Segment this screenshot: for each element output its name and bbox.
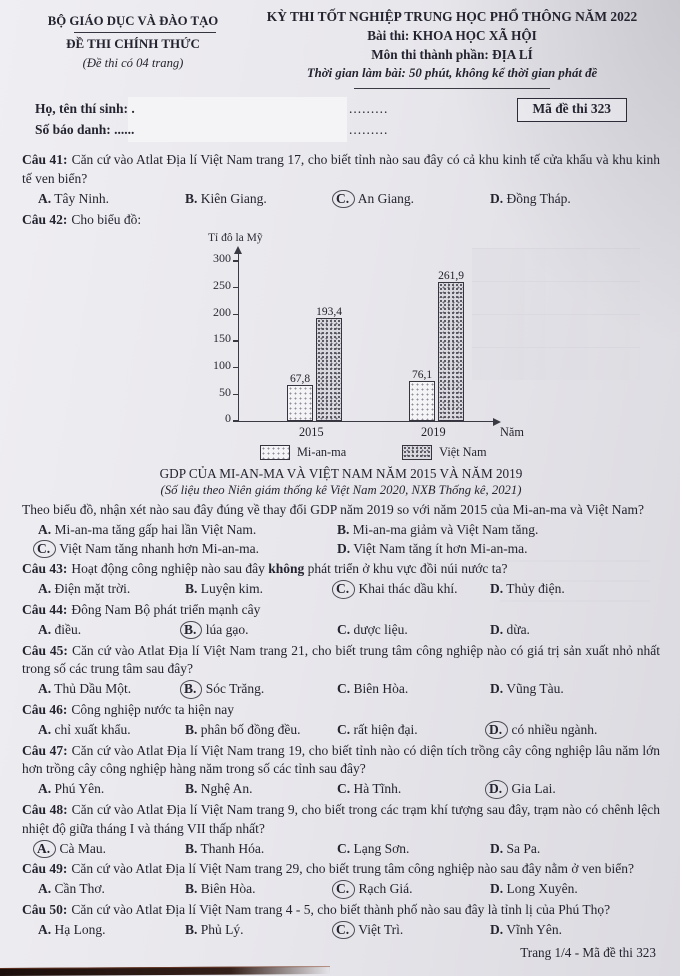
option-c[interactable] — [337, 780, 490, 799]
option-b[interactable] — [185, 580, 337, 599]
option-d[interactable] — [490, 190, 660, 209]
header-left-block — [22, 8, 244, 89]
answer-circle-mark: C. — [332, 880, 355, 899]
chart-x-axis-labels — [238, 422, 524, 440]
option-b[interactable] — [185, 880, 337, 899]
option-text: Thủ Dầu Một. — [54, 681, 132, 697]
question-number: Câu 41: — [22, 152, 68, 168]
option-b[interactable] — [185, 621, 337, 640]
answer-circle-mark: D. — [485, 721, 508, 740]
bar-value-label: 261,9 — [438, 269, 464, 282]
photo-edge-artifact — [0, 966, 330, 976]
question-number: Câu 49: — [22, 861, 68, 877]
option-letter: B. — [185, 721, 198, 737]
bleedthrough-artifact — [472, 248, 640, 380]
question-number: Câu 47: — [22, 742, 68, 758]
options-row — [22, 521, 660, 559]
option-text: phân bố đồng đều. — [200, 721, 301, 737]
option-text: Sa Pa. — [506, 840, 541, 856]
y-tick — [233, 314, 238, 315]
option-b[interactable] — [185, 840, 337, 859]
exam-subject: Bài thi: KHOA HỌC XÃ HỘI — [367, 27, 537, 43]
question-text — [22, 211, 660, 230]
option-c[interactable] — [337, 680, 490, 699]
option-text: dược liệu. — [353, 621, 408, 637]
option-letter: A. — [38, 921, 52, 937]
option-letter: C. — [337, 781, 351, 797]
question-text — [22, 901, 660, 920]
option-text: Long Xuyên. — [506, 881, 578, 897]
option-d[interactable] — [490, 840, 660, 859]
option-a[interactable] — [38, 880, 185, 899]
option-letter: A. — [38, 581, 52, 597]
option-letter: A. — [38, 621, 52, 637]
bar-value-label: 193,4 — [316, 306, 342, 319]
question-number: Câu 46: — [22, 701, 68, 717]
option-letter: A. — [38, 190, 52, 206]
option-letter: A. — [38, 521, 52, 537]
question-number: Câu 50: — [22, 901, 68, 917]
option-a[interactable] — [38, 780, 185, 799]
exam-title: KỲ THI TỐT NGHIỆP TRUNG HỌC PHỔ THÔNG NĂM 2022 — [266, 9, 638, 24]
question-body: Theo biểu đồ, nhận xét nào sau đây đúng về thay đổi GDP năm 2019 so với năm 2015 của Mi-an-ma và Việt Nam? — [22, 501, 644, 517]
bar-group-2019 — [409, 269, 464, 422]
option-text: dừa. — [506, 621, 530, 637]
option-d[interactable] — [490, 621, 660, 640]
chart-title: GDP CỦA MI-AN-MA VÀ VIỆT NAM NĂM 2015 VÀ NĂM 2019 — [159, 465, 523, 481]
answer-circle-mark: B. — [180, 621, 202, 640]
options-row — [22, 721, 660, 740]
option-letter: C. — [337, 721, 351, 737]
x-tick-label-2015: 2015 — [299, 425, 324, 440]
header-rule — [354, 88, 550, 89]
option-text: Việt Nam tăng ít hơn Mi-an-ma. — [353, 540, 528, 556]
option-text: Đồng Tháp. — [506, 190, 571, 206]
option-letter: C. — [337, 840, 351, 856]
bar-mi-an-ma-2015 — [287, 373, 313, 421]
legend-swatch-viet-nam — [402, 445, 432, 460]
y-tick-label: 150 — [213, 331, 231, 346]
option-letter: B. — [185, 881, 198, 897]
bar-viet-nam-2019 — [438, 269, 464, 422]
option-letter: B. — [185, 921, 198, 937]
exam-code-box: Mã đề thi 323 — [517, 98, 627, 122]
question-bold-word: không — [268, 561, 305, 577]
question-text — [22, 151, 660, 189]
question-text — [22, 642, 660, 680]
option-b[interactable] — [185, 780, 337, 799]
option-c[interactable] — [337, 190, 490, 209]
option-text: Mi-an-ma tăng gấp hai lần Việt Nam. — [54, 521, 257, 537]
option-a[interactable] — [38, 721, 185, 740]
option-text: Luyện kim. — [200, 581, 264, 597]
option-letter: C. — [337, 681, 351, 697]
legend-swatch-mi-an-ma — [260, 445, 290, 460]
option-text: Thủy điện. — [506, 581, 565, 597]
option-d[interactable] — [490, 680, 660, 699]
option-b[interactable] — [185, 190, 337, 209]
option-c[interactable] — [337, 621, 490, 640]
question-body: Căn cứ vào Atlat Địa lí Việt Nam trang 19, cho biết tỉnh nào có diện tích trồng cây công nghiệp lâu năm lớn hơn trồng cây công nghiệp hàng năm trong số các tỉnh sau đây? — [22, 742, 660, 777]
option-letter: B. — [337, 521, 350, 537]
option-text: Cà Mau. — [59, 840, 106, 856]
options-row — [22, 680, 660, 699]
y-tick — [233, 367, 238, 368]
answer-circle-mark: C. — [332, 580, 355, 599]
y-tick — [233, 287, 238, 288]
answer-circle-mark: C. — [332, 190, 355, 209]
question-text — [22, 860, 660, 879]
legend-item-viet-nam — [402, 443, 486, 462]
question-text — [22, 701, 660, 720]
option-d[interactable] — [490, 921, 660, 940]
option-letter: C. — [337, 621, 351, 637]
option-b[interactable] — [337, 521, 660, 540]
question-number: Câu 42: — [22, 211, 68, 227]
option-c[interactable] — [337, 921, 490, 940]
option-text: Kiên Giang. — [200, 190, 267, 206]
question-body: Đông Nam Bộ phát triển mạnh cây — [71, 601, 261, 617]
exam-type-label: ĐỀ THI CHÍNH THỨC — [66, 35, 200, 51]
answer-circle-mark: D. — [485, 780, 508, 799]
option-letter: B. — [185, 840, 198, 856]
exam-header — [22, 8, 660, 89]
page-footer: Trang 1/4 - Mã đề thi 323 — [520, 945, 656, 961]
y-tick — [233, 340, 238, 341]
question-body: Căn cứ vào Atlat Địa lí Việt Nam trang 9, cho biết trong các trạm khí tượng sau đây, trạm nào có chênh lệch nhiệt độ giữa tháng I và tháng VII thấp nhất? — [22, 801, 660, 836]
option-letter: A. — [38, 781, 52, 797]
bar-value-label: 76,1 — [411, 368, 433, 381]
question-text — [22, 801, 660, 839]
option-a[interactable] — [38, 521, 337, 540]
option-letter: D. — [490, 881, 504, 897]
option-c[interactable] — [38, 540, 337, 559]
y-tick-label: 200 — [213, 304, 231, 319]
option-letter: D. — [490, 621, 504, 637]
option-text: Tây Ninh. — [54, 190, 110, 206]
candidate-id-dots: ......... — [349, 122, 389, 138]
question-body: Căn cứ vào Atlat Địa lí Việt Nam trang 21, cho biết trung tâm công nghiệp nào có giá trị sản xuất nhỏ nhất trong số các trung tâm sau đây? — [22, 642, 660, 677]
answer-circle-mark: C. — [33, 540, 56, 559]
option-text: Mi-an-ma giảm và Việt Nam tăng. — [352, 521, 539, 537]
option-text: Sóc Trăng. — [205, 681, 265, 697]
option-a[interactable] — [38, 921, 185, 940]
question-body: Công nghiệp nước ta hiện nay — [71, 701, 234, 717]
options-row — [22, 921, 660, 940]
option-letter: B. — [185, 581, 198, 597]
chart-plot-area — [213, 251, 495, 426]
option-d[interactable] — [337, 540, 660, 559]
option-c[interactable] — [337, 880, 490, 899]
option-text: Gia Lai. — [511, 781, 556, 797]
option-text: Thanh Hóa. — [200, 840, 265, 856]
option-text: Hà Tĩnh. — [353, 781, 402, 797]
option-a[interactable] — [38, 190, 185, 209]
option-a[interactable] — [38, 840, 185, 859]
candidate-id-label: Số báo danh: ...... — [35, 122, 135, 138]
question-body: Căn cứ vào Atlat Địa lí Việt Nam trang 17, cho biết tỉnh nào sau đây có cả khu kinh tế cửa khẩu và khu kinh tế ven biển? — [22, 152, 660, 186]
option-letter: D. — [490, 921, 504, 937]
option-text: Việt Nam tăng nhanh hơn Mi-an-ma. — [59, 540, 260, 556]
question-body-cont: phát triển ở khu vực đồi núi nước ta? — [304, 561, 508, 577]
option-letter: D. — [490, 840, 504, 856]
options-row — [22, 780, 660, 799]
bleedthrough-artifact — [500, 560, 650, 620]
chart-source-note: (Số liệu theo Niên giám thống kê Việt Nam 2020, NXB Thống kê, 2021) — [160, 482, 522, 497]
question-text — [22, 501, 660, 520]
chart-x-axis-title: Năm — [500, 425, 524, 440]
option-d[interactable] — [490, 780, 660, 799]
answer-circle-mark: B. — [180, 680, 202, 699]
option-text: Lạng Sơn. — [353, 840, 410, 856]
option-letter: D. — [337, 540, 351, 556]
options-row — [22, 840, 660, 859]
exam-duration: Thời gian làm bài: 50 phút, không kể thời gian phát đề — [306, 66, 598, 81]
header-right-block — [244, 8, 660, 89]
option-text: rất hiện đại. — [353, 721, 418, 737]
options-row — [22, 190, 660, 209]
exam-component: Môn thi thành phần: ĐỊA LÍ — [371, 46, 533, 62]
option-a[interactable] — [38, 580, 185, 599]
option-text: lúa gạo. — [205, 621, 249, 637]
option-text: Điện mặt trời. — [54, 581, 131, 597]
option-text: có nhiều ngành. — [511, 721, 598, 737]
option-letter: A. — [38, 881, 52, 897]
option-b[interactable] — [185, 921, 337, 940]
answer-circle-mark: A. — [33, 840, 56, 859]
legend-label-viet-nam: Việt Nam — [439, 445, 487, 460]
option-text: điều. — [54, 621, 82, 637]
option-text: Vĩnh Yên. — [506, 921, 563, 937]
candidate-info-section — [22, 100, 660, 144]
redacted-name-block — [128, 97, 347, 142]
option-b[interactable] — [185, 680, 337, 699]
option-text: Hạ Long. — [54, 921, 106, 937]
chart-y-axis-title: Tỉ đô la Mỹ — [208, 232, 263, 245]
option-text: Phủ Lý. — [200, 921, 244, 937]
option-letter: B. — [185, 190, 198, 206]
pages-note: (Đề thi có 04 trang) — [82, 55, 184, 70]
question-text — [22, 742, 660, 780]
option-a[interactable] — [38, 621, 185, 640]
option-text: Biên Hòa. — [353, 681, 409, 697]
option-text: An Giang. — [357, 190, 415, 206]
question-body: Hoạt động công nghiệp nào sau đây — [71, 561, 269, 577]
option-letter: D. — [490, 581, 504, 597]
option-text: Phú Yên. — [54, 781, 105, 797]
x-tick-label-2019: 2019 — [421, 425, 446, 440]
candidate-name-label: Họ, tên thí sinh: . — [35, 101, 135, 117]
y-tick-label: 300 — [213, 251, 231, 266]
option-letter: D. — [490, 190, 504, 206]
option-b[interactable] — [185, 721, 337, 740]
bar-group-2015 — [287, 306, 342, 421]
question-body: Cho biểu đồ: — [71, 211, 142, 227]
option-letter: D. — [490, 681, 504, 697]
option-text: Khai thác dầu khí. — [358, 581, 458, 597]
option-c[interactable] — [337, 840, 490, 859]
legend-label-mi-an-ma: Mi-an-ma — [297, 445, 347, 460]
question-body: Căn cứ vào Atlat Địa lí Việt Nam trang 29, cho biết trung tâm công nghiệp nào sau đây nằm ở ven biển? — [71, 861, 635, 877]
options-row — [22, 621, 660, 640]
option-text: Nghệ An. — [200, 781, 253, 797]
y-tick — [233, 394, 238, 395]
option-d[interactable] — [490, 721, 660, 740]
option-letter: A. — [38, 681, 52, 697]
y-tick-label: 250 — [213, 278, 231, 293]
option-text: Rạch Giá. — [358, 881, 413, 897]
y-tick-label: 0 — [225, 411, 231, 426]
option-text: Biên Hòa. — [200, 881, 256, 897]
question-number: Câu 43: — [22, 561, 68, 577]
answer-circle-mark: C. — [332, 921, 355, 940]
option-c[interactable] — [337, 580, 490, 599]
candidate-name-dots: ......... — [349, 101, 389, 117]
option-letter: A. — [38, 721, 52, 737]
option-d[interactable] — [490, 880, 660, 899]
y-tick-label: 100 — [213, 358, 231, 373]
question-number: Câu 48: — [22, 801, 68, 817]
question-body: Căn cứ vào Atlat Địa lí Việt Nam trang 4 - 5, cho biết thành phố nào sau đây là tỉnh lị của Phú Thọ? — [71, 901, 611, 917]
option-text: Cần Thơ. — [54, 881, 105, 897]
y-tick-label: 50 — [219, 384, 231, 399]
question-number: Câu 44: — [22, 601, 68, 617]
ministry-name: BỘ GIÁO DỤC VÀ ĐÀO TẠO — [47, 14, 219, 28]
bar-value-label: 67,8 — [289, 373, 311, 386]
option-letter: B. — [185, 781, 198, 797]
bar-mi-an-ma-2019 — [409, 368, 435, 422]
chart-legend — [260, 443, 524, 462]
option-text: chỉ xuất khẩu. — [54, 721, 131, 737]
question-number: Câu 45: — [22, 642, 68, 658]
ministry-underline — [74, 32, 216, 33]
option-text: Việt Trì. — [358, 921, 404, 937]
option-a[interactable] — [38, 680, 185, 699]
options-row — [22, 880, 660, 899]
option-text: Vũng Tàu. — [506, 681, 564, 697]
y-tick — [233, 260, 238, 261]
legend-item-mi-an-ma — [260, 443, 346, 462]
bar-viet-nam-2015 — [316, 306, 342, 421]
option-c[interactable] — [337, 721, 490, 740]
